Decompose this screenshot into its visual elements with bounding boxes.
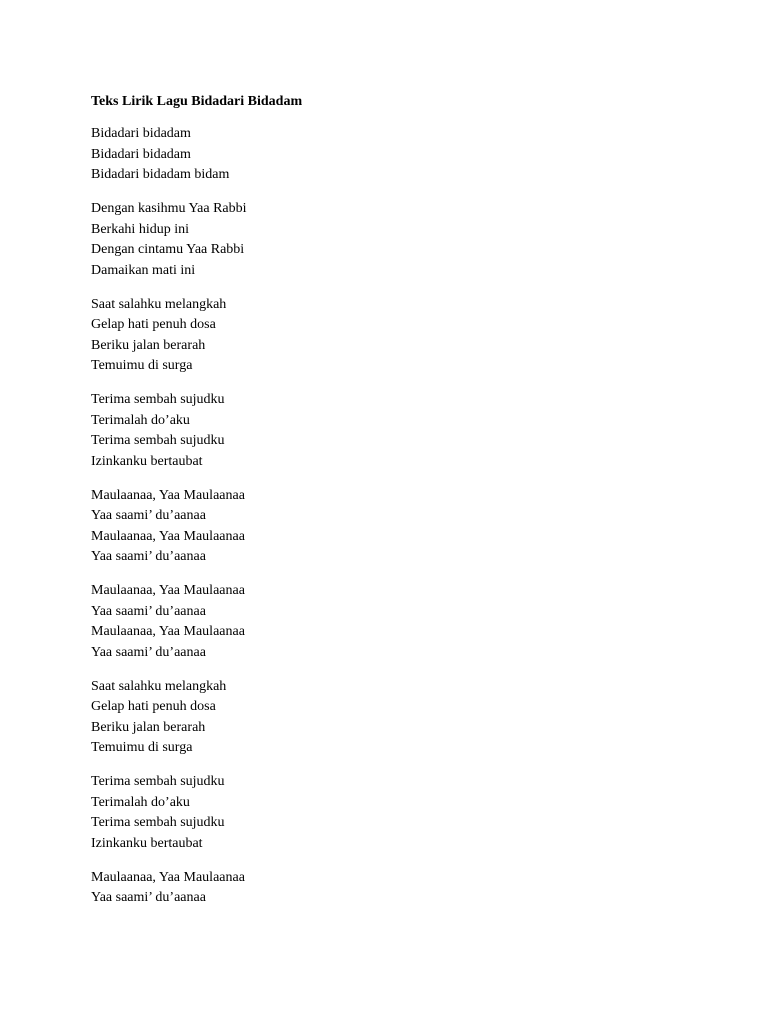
lyric-line: Maulaanaa, Yaa Maulaanaa: [91, 583, 245, 598]
lyric-line: Terimalah do’aku: [91, 412, 190, 428]
lyric-line: Dengan cintamu Yaa Rabbi: [91, 242, 245, 257]
lyric-line: Beriku jalan berarah: [91, 719, 206, 735]
document-title: Teks Lirik Lagu Bidadari Bidadam: [91, 94, 303, 109]
document-page: [91, 92, 691, 922]
lyric-line: Maulaanaa, Yaa Maulaanaa: [91, 869, 245, 885]
lyric-line: Terimalah do’aku: [91, 794, 190, 810]
lyric-line: Izinkanku bertaubat: [91, 835, 203, 851]
stanza-8: [91, 772, 691, 854]
stanza-9: [91, 868, 691, 909]
stanza-2: [91, 199, 691, 281]
lyric-line: Yaa saami’ du’aanaa: [91, 549, 206, 564]
stanza-1: [91, 124, 691, 186]
lyric-line: Maulaanaa, Yaa Maulaanaa: [91, 528, 245, 544]
stanza-7: [91, 677, 691, 759]
lyric-line: Yaa saami’ du’aanaa: [91, 644, 206, 660]
lyric-line: Gelap hati penuh dosa: [91, 317, 216, 332]
lyric-line: Yaa saami’ du’aanaa: [91, 508, 206, 523]
lyric-line: Bidadari bidadam: [91, 146, 191, 162]
lyric-line: Yaa saami’ du’aanaa: [91, 603, 206, 619]
lyric-line: Izinkanku bertaubat: [91, 453, 203, 469]
lyric-line: Maulaanaa, Yaa Maulaanaa: [91, 624, 245, 639]
lyric-line: Bidadari bidadam bidam: [91, 167, 230, 182]
lyric-line: Yaa saami’ du’aanaa: [91, 890, 206, 905]
lyric-line: Saat salahku melangkah: [91, 678, 227, 694]
lyric-line: Temuimu di surga: [91, 358, 193, 373]
lyric-line: Temuimu di surga: [91, 740, 193, 755]
lyric-line: Berkahi hidup ini: [91, 221, 189, 237]
lyric-line: Terima sembah sujudku: [91, 433, 225, 448]
lyric-line: Terima sembah sujudku: [91, 774, 225, 789]
lyric-line: Beriku jalan berarah: [91, 337, 206, 353]
lyric-line: Bidadari bidadam: [91, 126, 191, 141]
stanza-5: [91, 486, 691, 568]
lyric-line: Maulaanaa, Yaa Maulaanaa: [91, 487, 245, 503]
stanza-6: [91, 581, 691, 663]
lyric-line: Terima sembah sujudku: [91, 392, 225, 407]
lyric-line: Dengan kasihmu Yaa Rabbi: [91, 201, 247, 216]
lyric-line: Damaikan mati ini: [91, 262, 196, 278]
lyric-line: Gelap hati penuh dosa: [91, 699, 216, 714]
lyric-line: Saat salahku melangkah: [91, 296, 227, 312]
stanza-3: [91, 295, 691, 377]
lyric-line: Terima sembah sujudku: [91, 815, 225, 830]
stanza-4: [91, 390, 691, 472]
